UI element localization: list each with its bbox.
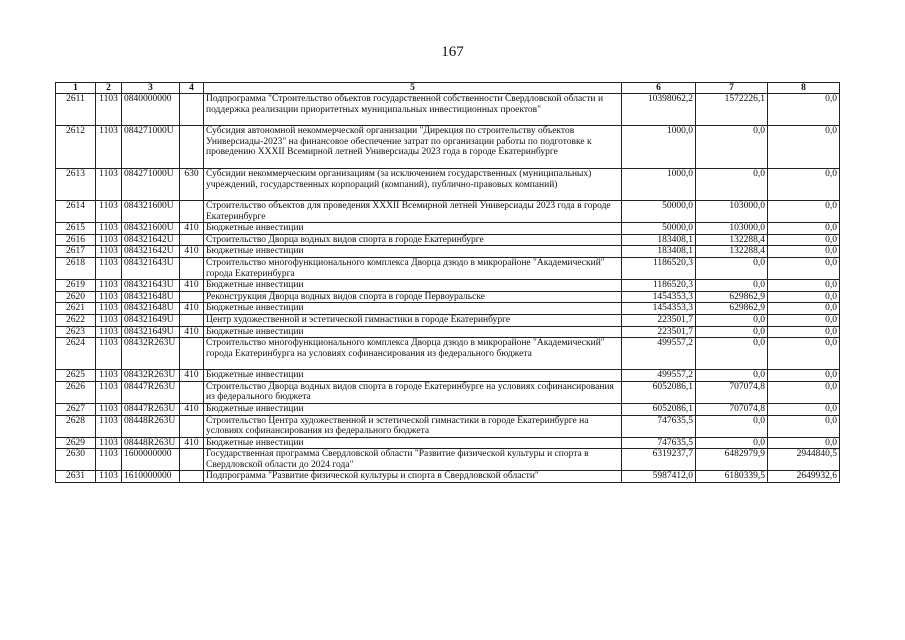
table-header-row	[56, 83, 840, 94]
expense-type: 410	[180, 223, 204, 235]
table-row	[56, 280, 840, 292]
section-code: 1103	[96, 94, 122, 126]
table-row	[56, 291, 840, 303]
amount-col6: 183408,1	[622, 246, 696, 258]
section-code: 1103	[96, 257, 122, 279]
expense-type: 410	[180, 280, 204, 292]
amount-col7: 629862,9	[696, 303, 768, 315]
amount-col7: 132288,4	[696, 246, 768, 258]
row-number: 2618	[56, 257, 96, 279]
amount-col6: 499557,2	[622, 338, 696, 370]
target-code: 08432R263U	[122, 338, 180, 370]
table-row	[56, 415, 840, 437]
amount-col6: 50000,0	[622, 223, 696, 235]
item-name: Государственная программа Свердловской области "Развитие физической культуры и спорта в Свердловской области до 2024 года"	[204, 449, 622, 471]
row-number: 2619	[56, 280, 96, 292]
table-row	[56, 94, 840, 126]
page-number: 167	[441, 44, 464, 60]
target-code: 084321648U	[122, 303, 180, 315]
amount-col8: 2649932,6	[768, 471, 840, 483]
section-code: 1103	[96, 471, 122, 483]
column-header-2: 2	[96, 83, 122, 94]
row-number: 2625	[56, 370, 96, 382]
section-code: 1103	[96, 126, 122, 169]
row-number: 2626	[56, 381, 96, 403]
table-row	[56, 326, 840, 338]
amount-col7: 0,0	[696, 338, 768, 370]
expense-type	[180, 338, 204, 370]
section-code: 1103	[96, 437, 122, 449]
section-code: 1103	[96, 314, 122, 326]
amount-col6: 6319237,7	[622, 449, 696, 471]
column-header-6: 6	[622, 83, 696, 94]
amount-col8: 0,0	[768, 126, 840, 169]
target-code: 084321649U	[122, 326, 180, 338]
amount-col6: 1454353,3	[622, 303, 696, 315]
table-row	[56, 437, 840, 449]
amount-col6: 499557,2	[622, 370, 696, 382]
expense-type	[180, 449, 204, 471]
amount-col8: 2944840,5	[768, 449, 840, 471]
amount-col8: 0,0	[768, 201, 840, 223]
amount-col8: 0,0	[768, 415, 840, 437]
amount-col6: 5987412,0	[622, 471, 696, 483]
table-row	[56, 303, 840, 315]
amount-col6: 747635,5	[622, 415, 696, 437]
target-code: 084321643U	[122, 280, 180, 292]
item-name: Строительство Центра художественной и эстетической гимнастики в городе Екатеринбурге на условиях софинансирования из федерального бюджета	[204, 415, 622, 437]
item-name: Строительство многофункционального комплекса Дворца дзюдо в микрорайоне "Академический" города Екатеринбурга на условиях софинансирования из федерального бюджета	[204, 338, 622, 370]
column-header-1: 1	[56, 83, 96, 94]
amount-col8: 0,0	[768, 291, 840, 303]
target-code: 08432R263U	[122, 370, 180, 382]
amount-col6: 1000,0	[622, 169, 696, 201]
target-code: 084271000U	[122, 169, 180, 201]
section-code: 1103	[96, 303, 122, 315]
amount-col7: 0,0	[696, 437, 768, 449]
amount-col6: 6052086,1	[622, 381, 696, 403]
section-code: 1103	[96, 234, 122, 246]
section-code: 1103	[96, 381, 122, 403]
amount-col8: 0,0	[768, 370, 840, 382]
item-name: Бюджетные инвестиции	[204, 280, 622, 292]
target-code: 08448R263U	[122, 415, 180, 437]
amount-col7: 0,0	[696, 126, 768, 169]
amount-col8: 0,0	[768, 326, 840, 338]
amount-col6: 1454353,3	[622, 291, 696, 303]
table-row	[56, 449, 840, 471]
amount-col7: 132288,4	[696, 234, 768, 246]
row-number: 2622	[56, 314, 96, 326]
amount-col6: 1000,0	[622, 126, 696, 169]
amount-col6: 6052086,1	[622, 403, 696, 415]
section-code: 1103	[96, 201, 122, 223]
target-code: 084321600U	[122, 201, 180, 223]
item-name: Субсидии некоммерческим организациям (за исключением государственных (муниципальных) учреждений, государственных корпораций (компаний), публично-правовых компаний)	[204, 169, 622, 201]
item-name: Бюджетные инвестиции	[204, 246, 622, 258]
column-header-7: 7	[696, 83, 768, 94]
amount-col6: 10398062,2	[622, 94, 696, 126]
row-number: 2612	[56, 126, 96, 169]
amount-col7: 707074,8	[696, 403, 768, 415]
target-code: 084321643U	[122, 257, 180, 279]
expense-type	[180, 257, 204, 279]
column-header-4: 4	[180, 83, 204, 94]
column-header-5: 5	[204, 83, 622, 94]
amount-col7: 0,0	[696, 415, 768, 437]
column-header-3: 3	[122, 83, 180, 94]
item-name: Центр художественной и эстетической гимнастики в городе Екатеринбурге	[204, 314, 622, 326]
amount-col6: 223501,7	[622, 326, 696, 338]
table-row	[56, 201, 840, 223]
amount-col6: 1186520,3	[622, 280, 696, 292]
amount-col8: 0,0	[768, 246, 840, 258]
amount-col8: 0,0	[768, 234, 840, 246]
target-code: 084271000U	[122, 126, 180, 169]
expense-type	[180, 94, 204, 126]
item-name: Бюджетные инвестиции	[204, 437, 622, 449]
item-name: Бюджетные инвестиции	[204, 326, 622, 338]
item-name: Строительство Дворца водных видов спорта в городе Екатеринбурге	[204, 234, 622, 246]
section-code: 1103	[96, 246, 122, 258]
expense-type: 410	[180, 370, 204, 382]
target-code: 1610000000	[122, 471, 180, 483]
expense-type: 630	[180, 169, 204, 201]
amount-col8: 0,0	[768, 303, 840, 315]
item-name: Строительство Дворца водных видов спорта в городе Екатеринбурге на условиях софинансирования из федерального бюджета	[204, 381, 622, 403]
expense-type: 410	[180, 303, 204, 315]
amount-col6: 50000,0	[622, 201, 696, 223]
amount-col8: 0,0	[768, 169, 840, 201]
section-code: 1103	[96, 370, 122, 382]
amount-col7: 103000,0	[696, 201, 768, 223]
expense-type: 410	[180, 437, 204, 449]
row-number: 2617	[56, 246, 96, 258]
target-code: 084321642U	[122, 234, 180, 246]
amount-col8: 0,0	[768, 338, 840, 370]
amount-col7: 0,0	[696, 257, 768, 279]
item-name: Строительство многофункционального комплекса Дворца дзюдо в микрорайоне "Академический" города Екатеринбурга	[204, 257, 622, 279]
amount-col7: 707074,8	[696, 381, 768, 403]
item-name: Субсидия автономной некоммерческой организации "Дирекция по строительству объектов Универсиады-2023" на финансовое обеспечение затрат по организации работы по подготовке к проведению XXXII Всемирной летней Универсиады 2023 года в городе Екатеринбурге	[204, 126, 622, 169]
item-name: Бюджетные инвестиции	[204, 303, 622, 315]
row-number: 2611	[56, 94, 96, 126]
expense-type	[180, 471, 204, 483]
row-number: 2616	[56, 234, 96, 246]
table-row	[56, 246, 840, 258]
section-code: 1103	[96, 415, 122, 437]
amount-col7: 0,0	[696, 169, 768, 201]
table-row	[56, 234, 840, 246]
amount-col6: 1186520,3	[622, 257, 696, 279]
row-number: 2630	[56, 449, 96, 471]
section-code: 1103	[96, 291, 122, 303]
target-code: 0840000000	[122, 94, 180, 126]
row-number: 2621	[56, 303, 96, 315]
section-code: 1103	[96, 338, 122, 370]
amount-col8: 0,0	[768, 223, 840, 235]
amount-col7: 0,0	[696, 314, 768, 326]
table-row	[56, 314, 840, 326]
row-number: 2629	[56, 437, 96, 449]
section-code: 1103	[96, 403, 122, 415]
amount-col7: 0,0	[696, 280, 768, 292]
target-code: 08447R263U	[122, 381, 180, 403]
target-code: 084321600U	[122, 223, 180, 235]
amount-col7: 1572226,1	[696, 94, 768, 126]
amount-col8: 0,0	[768, 381, 840, 403]
amount-col8: 0,0	[768, 403, 840, 415]
row-number: 2614	[56, 201, 96, 223]
target-code: 084321642U	[122, 246, 180, 258]
table-row	[56, 471, 840, 483]
table-row	[56, 257, 840, 279]
expense-type	[180, 234, 204, 246]
target-code: 08447R263U	[122, 403, 180, 415]
amount-col8: 0,0	[768, 437, 840, 449]
expense-type: 410	[180, 326, 204, 338]
item-name: Реконструкция Дворца водных видов спорта в городе Первоуральске	[204, 291, 622, 303]
item-name: Подпрограмма "Развитие физической культуры и спорта в Свердловской области"	[204, 471, 622, 483]
item-name: Бюджетные инвестиции	[204, 370, 622, 382]
amount-col7: 0,0	[696, 370, 768, 382]
amount-col8: 0,0	[768, 94, 840, 126]
row-number: 2627	[56, 403, 96, 415]
expense-type: 410	[180, 403, 204, 415]
section-code: 1103	[96, 326, 122, 338]
table-body	[56, 94, 840, 483]
amount-col8: 0,0	[768, 257, 840, 279]
row-number: 2624	[56, 338, 96, 370]
row-number: 2620	[56, 291, 96, 303]
target-code: 1600000000	[122, 449, 180, 471]
expense-type	[180, 126, 204, 169]
table-row	[56, 169, 840, 201]
amount-col7: 103000,0	[696, 223, 768, 235]
amount-col7: 6482979,9	[696, 449, 768, 471]
amount-col6: 183408,1	[622, 234, 696, 246]
amount-col6: 223501,7	[622, 314, 696, 326]
amount-col7: 6180339,5	[696, 471, 768, 483]
expense-type	[180, 415, 204, 437]
table-row	[56, 126, 840, 169]
expense-type	[180, 201, 204, 223]
table-row	[56, 381, 840, 403]
item-name: Подпрограмма "Строительство объектов государственной собственности Свердловской области и поддержка реализации приоритетных муниципальных инвестиционных проектов"	[204, 94, 622, 126]
amount-col6: 747635,5	[622, 437, 696, 449]
budget-table	[55, 82, 840, 483]
target-code: 084321649U	[122, 314, 180, 326]
section-code: 1103	[96, 169, 122, 201]
amount-col7: 0,0	[696, 326, 768, 338]
column-header-8: 8	[768, 83, 840, 94]
section-code: 1103	[96, 280, 122, 292]
target-code: 084321648U	[122, 291, 180, 303]
section-code: 1103	[96, 223, 122, 235]
section-code: 1103	[96, 449, 122, 471]
item-name: Строительство объектов для проведения XXXII Всемирной летней Универсиады 2023 года в городе Екатеринбурге	[204, 201, 622, 223]
amount-col8: 0,0	[768, 314, 840, 326]
expense-type	[180, 291, 204, 303]
row-number: 2628	[56, 415, 96, 437]
table-row	[56, 338, 840, 370]
row-number: 2613	[56, 169, 96, 201]
amount-col7: 629862,9	[696, 291, 768, 303]
row-number: 2615	[56, 223, 96, 235]
table-row	[56, 403, 840, 415]
expense-type	[180, 381, 204, 403]
row-number: 2623	[56, 326, 96, 338]
table-row	[56, 223, 840, 235]
amount-col8: 0,0	[768, 280, 840, 292]
expense-type	[180, 314, 204, 326]
table-row	[56, 370, 840, 382]
target-code: 08448R263U	[122, 437, 180, 449]
expense-type: 410	[180, 246, 204, 258]
item-name: Бюджетные инвестиции	[204, 403, 622, 415]
row-number: 2631	[56, 471, 96, 483]
item-name: Бюджетные инвестиции	[204, 223, 622, 235]
